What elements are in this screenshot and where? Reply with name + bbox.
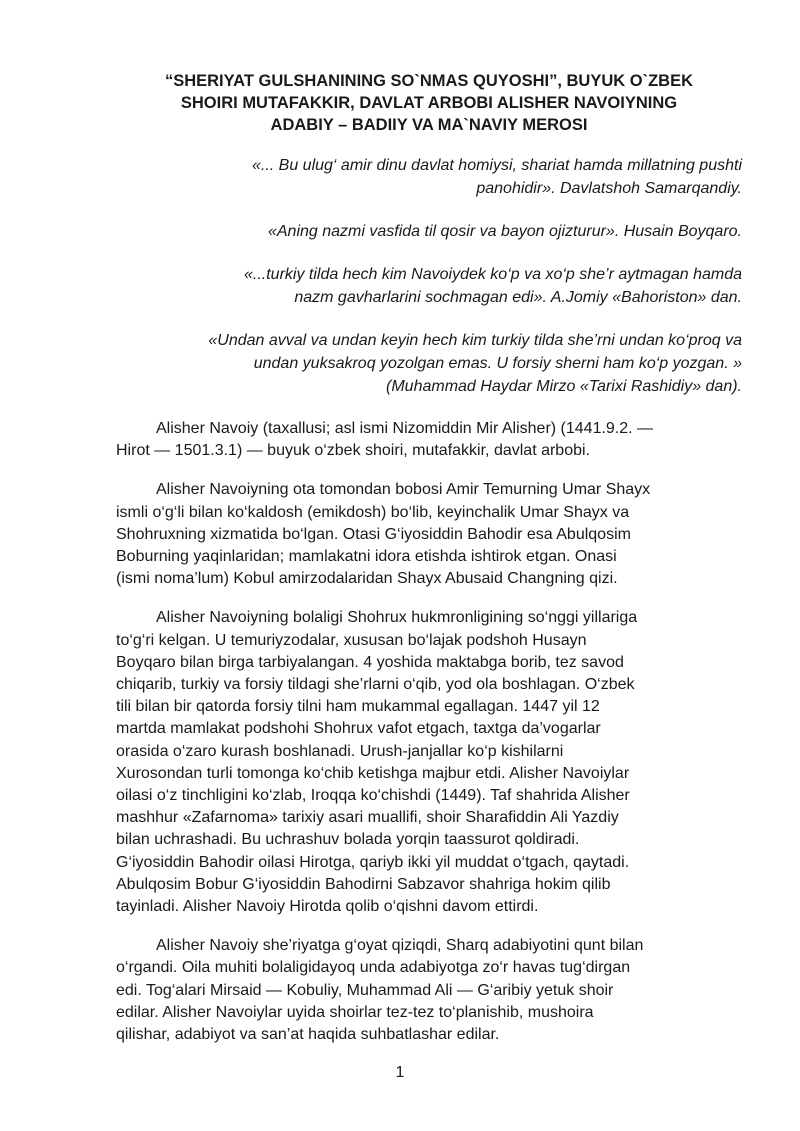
paragraph-line: mashhur «Zafarnoma» tarixiy asari muallifi, shoir Sharafiddin Ali Yazdiy [116, 809, 619, 827]
title-line: ADABIY – BADIIY VA MA`NAVIY MEROSI [270, 116, 588, 134]
paragraph-line: to‘g‘ri kelgan. U temuriyzodalar, xususan bo‘lajak podshoh Husayn [116, 631, 587, 649]
epigraph-husain-boyqaro [116, 220, 742, 243]
paragraph-line: qilishar, adabiyot va san’at haqida suhbatlashar edilar. [116, 1026, 500, 1044]
paragraph-line: martda mamlakat podshohi Shohrux vafot etgach, taxtga da’vogarlar [116, 720, 601, 738]
body-paragraph [116, 607, 742, 918]
body-paragraph [116, 935, 742, 1046]
epigraph-line: nazm gavharlarini sochmagan edi». A.Jomiy «Bahoriston» dan. [294, 289, 742, 306]
paragraph-line: tili bilan bir qatorda forsiy tilni ham mukammal egallagan. 1447 yil 12 [116, 698, 600, 716]
body-paragraph [116, 418, 742, 462]
paragraph-line: Alisher Navoiyning bolaligi Shohrux hukmronligining so‘nggi yillariga [156, 609, 638, 627]
paragraph-line: orasida o‘zaro kurash boshlanadi. Urush-janjallar ko‘p kishilarni [116, 742, 564, 760]
paragraph-line: Shohruxning xizmatida bo‘lgan. Otasi G‘iyosiddin Bahodir esa Abulqosim [116, 525, 631, 543]
paragraph-line: bilan uchrashadi. Bu uchrashuv bolada yorqin taassurot qoldiradi. [116, 831, 580, 849]
page-number: 1 [395, 1064, 405, 1081]
paragraph-line: Boyqaro bilan birga tarbiyalangan. 4 yoshida maktabga borib, tez savod [116, 653, 624, 671]
paragraph-line: Alisher Navoiy (taxallusi; asl ismi Nizomiddin Mir Alisher) (1441.9.2. — [156, 420, 654, 437]
paragraph-line: Alisher Navoiy she’riyatga g‘oyat qiziqdi, Sharq adabiyotini qunt bilan [156, 937, 644, 955]
paragraph-line: Abulqosim Bobur G‘iyosiddin Bahodirni Sabzavor shahriga hokim qilib [116, 875, 611, 893]
epigraph-line: «Undan avval va undan keyin hech kim turkiy tilda she’rni undan ko‘proq va [208, 332, 742, 349]
epigraph-jomiy [116, 263, 742, 309]
paragraph-line: Hirot — 1501.3.1) — buyuk o‘zbek shoiri, mutafakkir, davlat arbobi. [116, 442, 590, 460]
paragraph-line: edilar. Alisher Navoiylar uyida shoirlar tez-tez to‘planishib, mushoira [116, 1003, 594, 1021]
epigraph-line: panohidir». Davlatshoh Samarqandiy. [476, 180, 742, 197]
paragraph-line: tayinladi. Alisher Navoiy Hirotda qolib o‘qishni davom ettirdi. [116, 898, 539, 916]
epigraph-haydar-mirzo [116, 329, 742, 398]
paragraph-line: chiqarib, turkiy va forsiy tildagi she’rlarni o‘qib, yod ola boshlagan. O‘zbek [116, 676, 635, 694]
paragraph-line: Boburning yaqinlaridan; mamlakatni idora etishda ishtirok etgan. Onasi [116, 548, 617, 566]
paragraph-line: Xurosondan turli tomonga ko‘chib ketishga majbur etdi. Alisher Navoiylar [116, 764, 630, 782]
paragraph-line: o‘rgandi. Oila muhiti bolaligidayoq unda adabiyotga zo‘r havas tug‘dirgan [116, 959, 631, 977]
paragraph-line: ismli o‘g‘li bilan ko‘kaldosh (emikdosh) bo‘lib, keyinchalik Umar Shayx va [116, 503, 630, 521]
document-page [116, 70, 742, 1063]
epigraph-davlatshoh [116, 154, 742, 200]
paragraph-line: oilasi o‘z tinchligini ko‘zlab, Iroqqa ko‘chishdi (1449). Taf shahrida Alisher [116, 787, 630, 805]
epigraph-line: «... Bu ulug‘ amir dinu davlat homiysi, shariat hamda millatning pushti [251, 157, 742, 174]
epigraph-line: «...turkiy tilda hech kim Navoiydek ko‘p va xo‘p she’r aytmagan hamda [243, 266, 742, 283]
paragraph-line: (ismi noma’lum) Kobul amirzodalaridan Shayx Abusaid Changning qizi. [116, 570, 618, 588]
paragraph-line: G‘iyosiddin Bahodir oilasi Hirotga, qariyb ikki yil muddat o‘tgach, qaytadi. [116, 853, 630, 871]
body-paragraph [116, 479, 742, 590]
title-line: “SHERIYAT GULSHANINING SO`NMAS QUYOSHI”, BUYUK O`ZBEK [164, 72, 694, 90]
epigraph-line: «Aning nazmi vasfida til qosir va bayon ojizturur». Husain Boyqaro. [267, 223, 742, 240]
document-title [116, 70, 742, 136]
epigraph-line: undan yuksakroq yozolgan emas. U forsiy sherni ham ko‘p yozgan. » [253, 355, 742, 372]
epigraph-line: (Muhammad Haydar Mirzo «Tarixi Rashidiy» dan). [386, 378, 742, 395]
paragraph-line: edi. Tog‘alari Mirsaid — Kobuliy, Muhammad Ali — G‘aribiy yetuk shoir [116, 981, 614, 999]
title-line: SHOIRI MUTAFAKKIR, DAVLAT ARBOBI ALISHER NAVOIYNING [180, 94, 678, 112]
paragraph-line: Alisher Navoiyning ota tomondan bobosi Amir Temurning Umar Shayx [156, 481, 651, 499]
